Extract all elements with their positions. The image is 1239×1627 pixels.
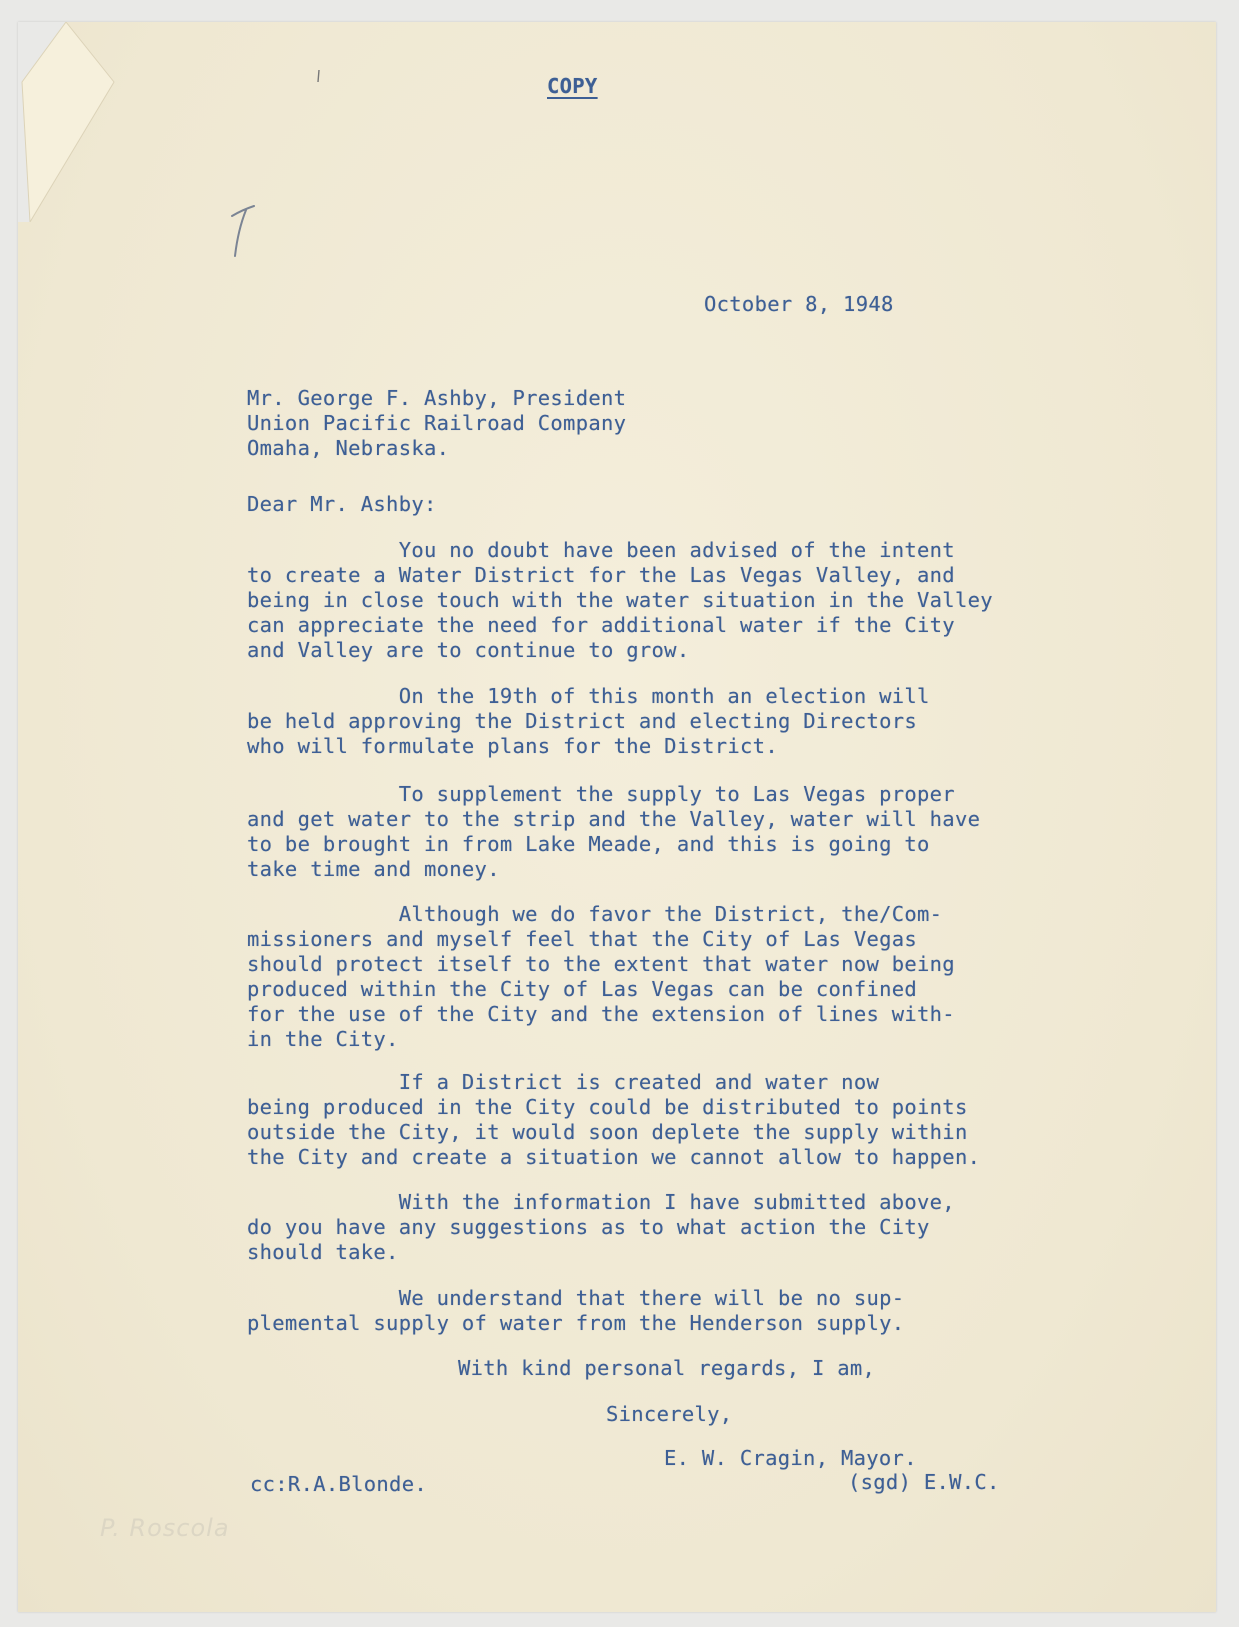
sign-off: Sincerely,	[606, 1402, 733, 1426]
body-paragraph: Although we do favor the District, the/Com- missioners and myself feel that the City of Las Vegas should protect itself to the extent that water now being produced within the City of Las Vegas can be confined for the use of the City and the extension of lines with- in the City.	[247, 902, 955, 1051]
signed-initials: (sgd) E.W.C.	[848, 1470, 1000, 1494]
body-paragraph: We understand that there will be no sup- plemental supply of water from the Henderson supply.	[247, 1286, 905, 1335]
folded-corner	[18, 22, 128, 222]
closing-line: With kind personal regards, I am,	[458, 1356, 876, 1380]
pencil-tick-mark	[314, 68, 324, 88]
carbon-copy-line: cc:R.A.Blonde.	[250, 1472, 427, 1496]
address-line: Omaha, Nebraska.	[247, 436, 450, 460]
copy-header: COPY	[547, 74, 598, 98]
faint-handwritten-note: P. Roscola	[100, 1514, 230, 1542]
body-paragraph: With the information I have submitted above, do you have any suggestions as to what action the City should take.	[247, 1190, 955, 1264]
letter-date: October 8, 1948	[704, 292, 894, 316]
salutation: Dear Mr. Ashby:	[247, 492, 437, 516]
body-paragraph: You no doubt have been advised of the intent to create a Water District for the Las Vegas Valley, and being in close touch with the water situation in the Valley can appreciate the need for additional water if the City and Valley are to continue to grow.	[247, 538, 993, 662]
recipient-address	[247, 386, 626, 461]
address-line: Mr. George F. Ashby, President	[247, 386, 627, 410]
signer-name: E. W. Cragin, Mayor.	[664, 1446, 917, 1470]
letter-page	[18, 22, 1216, 1612]
body-paragraph: To supplement the supply to Las Vegas proper and get water to the strip and the Valley, water will have to be brought in from Lake Meade, and this is going to take time and money.	[247, 782, 981, 881]
address-line: Union Pacific Railroad Company	[247, 411, 627, 435]
body-paragraph: If a District is created and water now being produced in the City could be distributed to points outside the City, it would soon deplete the supply within the City and create a situation we cannot allow to happen.	[247, 1070, 981, 1169]
pencil-check-mark	[226, 202, 266, 262]
body-paragraph: On the 19th of this month an election will be held approving the District and electing Directors who will formulate plans for the District.	[247, 684, 930, 758]
